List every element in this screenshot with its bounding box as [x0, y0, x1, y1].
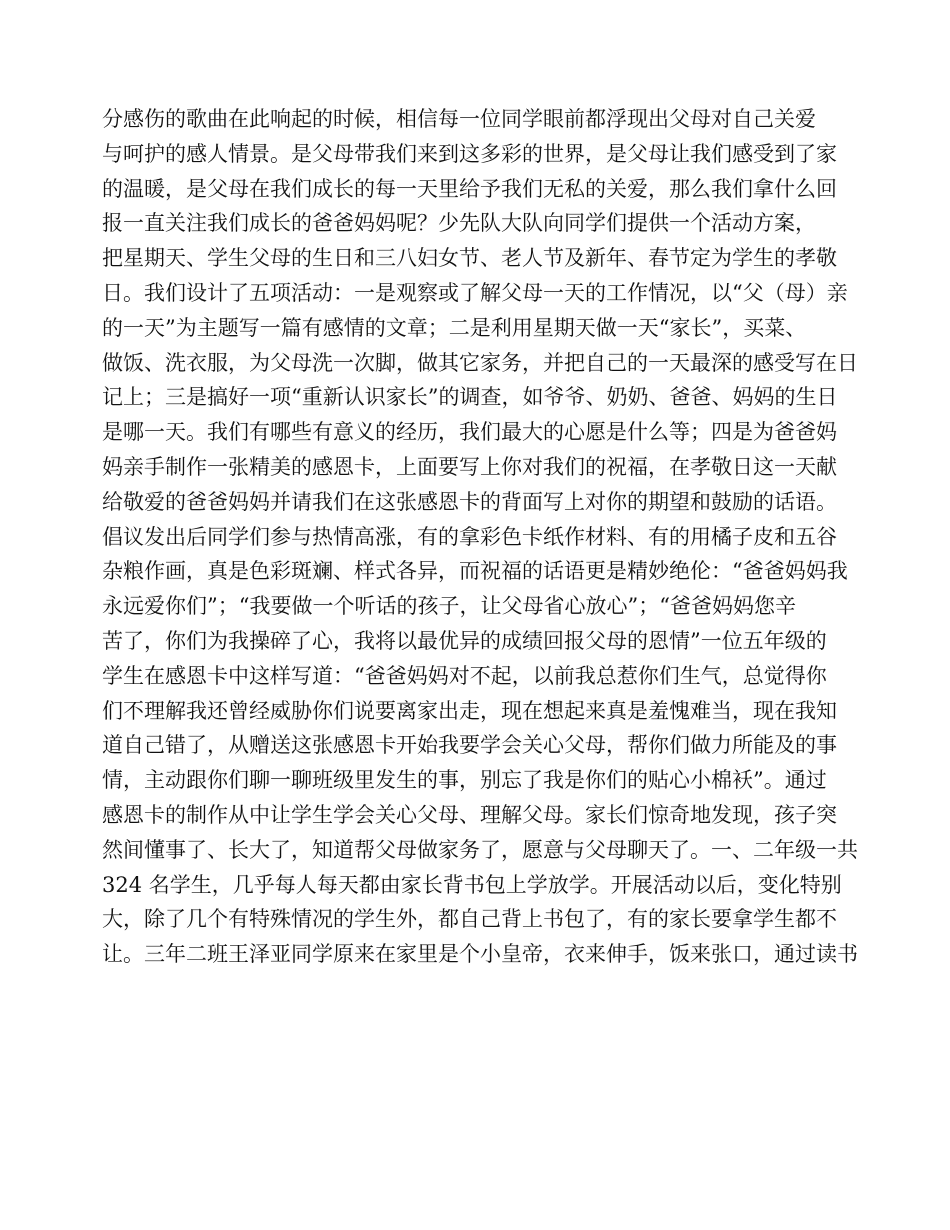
text-line: 分感伤的歌曲在此响起的时候，相信每一位同学眼前都浮现出父母对自己关爱 — [102, 107, 816, 131]
text-line: 是哪一天。我们有哪些有意义的经历，我们最大的心愿是什么等；四是为爸爸妈 — [102, 420, 837, 445]
text-line: 给敬爱的爸爸妈妈并请我们在这张感恩卡的背面写上对你的期望和鼓励的话语。 — [102, 489, 837, 514]
text-line: 杂粮作画，真是色彩斑斓、样式各异，而祝福的话语更是精妙绝伦：“爸爸妈妈我 — [102, 559, 848, 584]
text-line: 让。三年二班王泽亚同学原来在家里是个小皇帝，衣来伸手，饭来张口，通过读书 — [102, 942, 858, 967]
text-line: 们不理解我还曾经威胁你们说要离家出走，现在想起来真是羞愧难当，现在我知 — [102, 698, 837, 723]
text-line: 做饭、洗衣服，为父母洗一次脚，做其它家务，并把自己的一天最深的感受写在日 — [102, 350, 858, 375]
text-line: 情，主动跟你们聊一聊班级里发生的事，别忘了我是你们的贴心小棉袄”。通过 — [102, 768, 827, 793]
text-line: 记上；三是搞好一项“重新认识家长”的调查，如爷爷、奶奶、爸爸、妈妈的生日 — [102, 385, 838, 410]
text-line: 把星期天、学生父母的生日和三八妇女节、老人节及新年、春节定为学生的孝敬 — [102, 246, 837, 271]
text-line: 324 名学生，几乎每人每天都由家长背书包上学放学。开展活动以后，变化特别 — [102, 872, 842, 897]
text-line: 妈亲手制作一张精美的感恩卡，上面要写上你对我们的祝福，在孝敬日这一天献 — [102, 454, 837, 479]
text-line: 日。我们设计了五项活动：一是观察或了解父母一天的工作情况，以“父（母）亲 — [102, 280, 848, 305]
text-line: 学生在感恩卡中这样写道：“爸爸妈妈对不起，以前我总惹你们生气，总觉得你 — [102, 663, 827, 688]
body-text — [102, 102, 862, 972]
text-line: 的温暖，是父母在我们成长的每一天里给予我们无私的关爱，那么我们拿什么回 — [102, 176, 837, 201]
text-line: 的一天”为主题写一篇有感情的文章；二是利用星期天做一天“家长”，买菜、 — [102, 315, 807, 340]
text-line: 感恩卡的制作从中让学生学会关心父母、理解父母。家长们惊奇地发现，孩子突 — [102, 802, 837, 827]
text-line: 苦了，你们为我操碎了心，我将以最优异的成绩回报父母的恩情”一位五年级的 — [102, 628, 827, 653]
text-line: 与呵护的感人情景。是父母带我们来到这多彩的世界，是父母让我们感受到了家 — [102, 141, 837, 166]
text-line: 然间懂事了、长大了，知道帮父母做家务了，愿意与父母聊天了。一、二年级一共 — [102, 837, 858, 862]
text-line: 永远爱你们”；“我要做一个听话的孩子，让父母省心放心”；“爸爸妈妈您辛 — [102, 594, 796, 619]
text-line: 大，除了几个有特殊情况的学生外，都自己背上书包了，有的家长要拿学生都不 — [102, 907, 837, 932]
text-line: 倡议发出后同学们参与热情高涨，有的拿彩色卡纸作材料、有的用橘子皮和五谷 — [102, 524, 837, 549]
text-line: 道自己错了，从赠送这张感恩卡开始我要学会关心父母，帮你们做力所能及的事 — [102, 733, 837, 758]
text-line: 报一直关注我们成长的爸爸妈妈呢？少先队大队向同学们提供一个活动方案， — [102, 211, 816, 236]
